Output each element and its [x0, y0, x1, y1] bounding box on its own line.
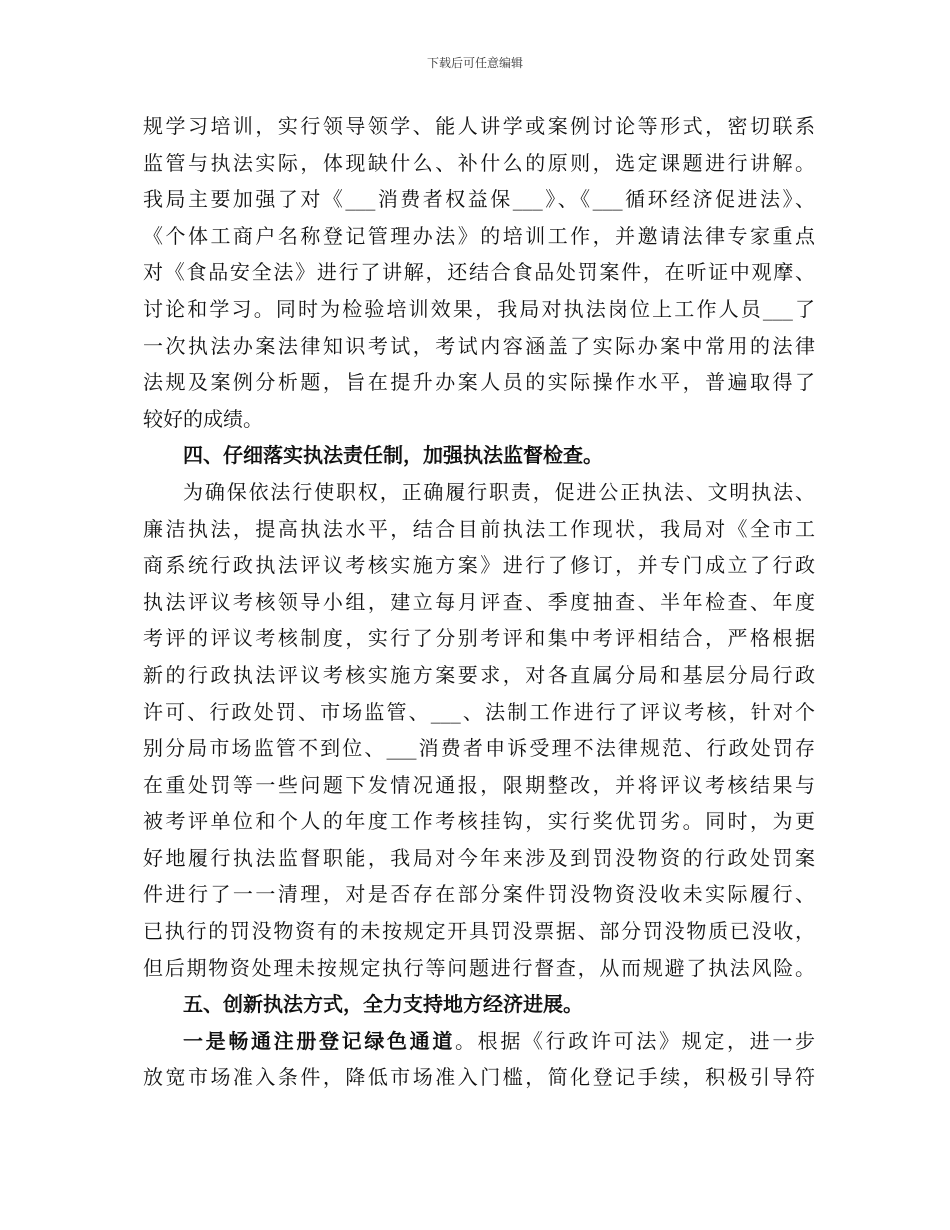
- paragraph-line: 讨论和学习。同时为检验培训效果，我局对执法岗位上工作人员___了: [143, 296, 815, 321]
- paragraph-line: 我局主要加强了对《___消费者权益保___》、《___循环经济促进法》、: [143, 187, 815, 212]
- page-header-note: 下载后可任意编辑: [426, 56, 523, 70]
- paragraph-line: 件进行了一一清理，对是否存在部分案件罚没物资没收未实际履行、: [143, 882, 815, 907]
- paragraph-line: 别分局市场监管不到位、___消费者申诉受理不法律规范、行政处罚存: [143, 736, 815, 761]
- paragraph-lines: [143, 108, 815, 1023]
- bold-lead-phrase: 一是畅通注册登记绿色通道: [183, 1028, 455, 1053]
- paragraph-line: 已执行的罚没物资有的未按规定开具罚没票据、部分罚没物质已没收，: [143, 919, 815, 944]
- paragraph-line: 一次执法办案法律知识考试，考试内容涵盖了实际办案中常用的法律: [143, 333, 815, 358]
- paragraph-line: 为确保依法行使职权，正确履行职责，促进公正执法、文明执法、: [183, 479, 815, 504]
- paragraph-line: 许可、行政处罚、市场监管、___、法制工作进行了评议考核，针对个: [143, 699, 815, 724]
- paragraph-line-subheading: [143, 1023, 815, 1060]
- paragraph-line: 商系统行政执法评议考核实施方案》进行了修订，并专门成立了行政: [143, 553, 815, 578]
- paragraph-line: 在重处罚等一些问题下发情况通报，限期整改，并将评议考核结果与: [143, 772, 815, 797]
- paragraph-line: 但后期物资处理未按规定执行等问题进行督查，从而规避了执法风险。: [143, 955, 815, 980]
- section-heading: 五、创新执法方式，全力支持地方经济进展。: [183, 992, 583, 1017]
- line-text-rest: 。根据《行政许可法》规定，进一步: [455, 1028, 815, 1053]
- body-text: [143, 108, 815, 1096]
- paragraph-line: 法规及案例分析题，旨在提升办案人员的实际操作水平，普遍取得了: [143, 370, 815, 395]
- paragraph-line: 考评的评议考核制度，实行了分别考评和集中考评相结合，严格根据: [143, 626, 815, 651]
- paragraph-line: 被考评单位和个人的年度工作考核挂钩，实行奖优罚劣。同时，为更: [143, 809, 815, 834]
- paragraph-line: 较好的成绩。: [143, 406, 263, 431]
- paragraph-line: 新的行政执法评议考核实施方案要求，对各直属分局和基层分局行政: [143, 662, 815, 687]
- paragraph-line: 放宽市场准入条件，降低市场准入门槛，简化登记手续，积极引导符: [143, 1065, 815, 1090]
- paragraph-line: 执法评议考核领导小组，建立每月评查、季度抽查、半年检查、年度: [143, 589, 815, 614]
- section-heading: 四、仔细落实执法责任制，加强执法监督检查。: [183, 443, 603, 468]
- paragraph-line: 廉洁执法，提高执法水平，结合目前执法工作现状，我局对《全市工: [143, 516, 815, 541]
- paragraph-line: 好地履行执法监督职能，我局对今年来涉及到罚没物资的行政处罚案: [143, 845, 815, 870]
- paragraph-line: 对《食品安全法》进行了讲解，还结合食品处罚案件，在听证中观摩、: [143, 260, 815, 285]
- paragraph-line: 《个体工商户名称登记管理办法》的培训工作，并邀请法律专家重点: [143, 223, 815, 248]
- paragraph-line: 规学习培训，实行领导领学、能人讲学或案例讨论等形式，密切联系: [143, 114, 815, 138]
- paragraph-line: 监管与执法实际，体现缺什么、补什么的原则，选定课题进行讲解。: [143, 150, 815, 175]
